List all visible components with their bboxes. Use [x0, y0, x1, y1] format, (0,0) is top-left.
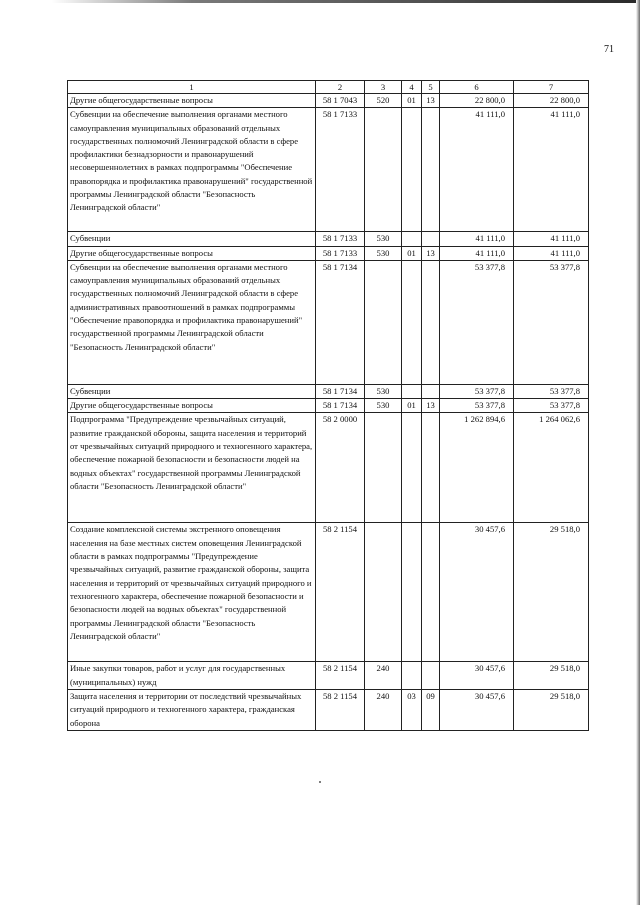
- cell-code: 58 1 7133: [316, 108, 365, 232]
- table-row: [68, 399, 589, 413]
- table-row: [68, 413, 589, 523]
- cell-section: 01: [402, 399, 422, 413]
- cell-type: [365, 523, 402, 662]
- cell-subsection: 13: [422, 399, 440, 413]
- cell-type: [365, 108, 402, 232]
- cell-name: Субвенции на обеспечение выполнения органами местного самоуправления муниципальных образований отдельных государственных полномочий Ленинградской области в сфере административных правоотношений в рамках подпрограммы "Обеспечение правопорядка и профилактика правонарушений" государственной программы Ленинградской области "Безопасность Ленинградской области": [68, 260, 316, 384]
- cell-name: Другие общегосударственные вопросы: [68, 399, 316, 413]
- cell-name: Другие общегосударственные вопросы: [68, 246, 316, 260]
- cell-name: Субвенции: [68, 232, 316, 246]
- cell-name: Субвенции: [68, 384, 316, 398]
- table-row: [68, 94, 589, 108]
- cell-subsection: [422, 108, 440, 232]
- cell-value1: 41 111,0: [440, 232, 514, 246]
- cell-value1: 53 377,8: [440, 399, 514, 413]
- table-row: [68, 232, 589, 246]
- cell-value2: 22 800,0: [514, 94, 589, 108]
- cell-value2: 29 518,0: [514, 662, 589, 690]
- cell-code: 58 1 7134: [316, 260, 365, 384]
- cell-value2: 53 377,8: [514, 260, 589, 384]
- cell-value1: 41 111,0: [440, 246, 514, 260]
- cell-name: Создание комплексной системы экстренного оповещения населения на базе местных систем оповещения Ленинградской области в рамках подпрограммы "Предупреждение чрезвычайных ситуаций, развитие гражданской обороны, защита населения и территорий от чрезвычайных ситуаций природного и техногенного характера, обеспечение пожарной безопасности и безопасности людей на водных объектах" государственной программы Ленинградской области "Безопасность Ленинградской области": [68, 523, 316, 662]
- cell-value2: 29 518,0: [514, 523, 589, 662]
- cell-code: 58 2 0000: [316, 413, 365, 523]
- cell-value2: 41 111,0: [514, 108, 589, 232]
- cell-value2: 53 377,8: [514, 384, 589, 398]
- column-header: 2: [316, 81, 365, 94]
- table-row: [68, 523, 589, 662]
- scan-top-rule: [0, 0, 640, 3]
- cell-code: 58 2 1154: [316, 662, 365, 690]
- scan-right-edge: [636, 0, 640, 905]
- cell-name: Иные закупки товаров, работ и услуг для государственных (муниципальных) нужд: [68, 662, 316, 690]
- cell-type: 520: [365, 94, 402, 108]
- cell-code: 58 1 7133: [316, 246, 365, 260]
- cell-type: 530: [365, 399, 402, 413]
- cell-subsection: [422, 384, 440, 398]
- budget-table: [67, 80, 589, 731]
- cell-section: 01: [402, 94, 422, 108]
- table-row: [68, 690, 589, 731]
- cell-value2: 41 111,0: [514, 246, 589, 260]
- cell-value2: 53 377,8: [514, 399, 589, 413]
- cell-section: [402, 108, 422, 232]
- cell-value2: 1 264 062,6: [514, 413, 589, 523]
- cell-section: 03: [402, 690, 422, 731]
- cell-subsection: 13: [422, 94, 440, 108]
- scan-speck: [319, 781, 321, 783]
- cell-value1: 1 262 894,6: [440, 413, 514, 523]
- table-row: [68, 662, 589, 690]
- cell-subsection: 09: [422, 690, 440, 731]
- cell-value1: 41 111,0: [440, 108, 514, 232]
- column-header: 3: [365, 81, 402, 94]
- table-row: [68, 246, 589, 260]
- budget-table-body: [68, 81, 589, 731]
- cell-section: [402, 413, 422, 523]
- cell-subsection: 13: [422, 246, 440, 260]
- cell-section: [402, 384, 422, 398]
- table-row: [68, 108, 589, 232]
- cell-section: [402, 523, 422, 662]
- cell-value1: 30 457,6: [440, 662, 514, 690]
- cell-value1: 22 800,0: [440, 94, 514, 108]
- cell-type: 530: [365, 232, 402, 246]
- cell-type: 530: [365, 246, 402, 260]
- cell-code: 58 1 7134: [316, 399, 365, 413]
- cell-value2: 29 518,0: [514, 690, 589, 731]
- cell-value1: 30 457,6: [440, 690, 514, 731]
- column-header: 6: [440, 81, 514, 94]
- cell-code: 58 1 7133: [316, 232, 365, 246]
- cell-code: 58 1 7134: [316, 384, 365, 398]
- cell-value1: 53 377,8: [440, 384, 514, 398]
- table-row: [68, 260, 589, 384]
- column-header: 4: [402, 81, 422, 94]
- cell-subsection: [422, 523, 440, 662]
- cell-subsection: [422, 662, 440, 690]
- page-number: 71: [604, 44, 614, 55]
- cell-subsection: [422, 232, 440, 246]
- column-header: 7: [514, 81, 589, 94]
- cell-value1: 53 377,8: [440, 260, 514, 384]
- cell-subsection: [422, 260, 440, 384]
- cell-name: Субвенции на обеспечение выполнения органами местного самоуправления муниципальных образований отдельных государственных полномочий Ленинградской области в сфере профилактики безнадзорности и правонарушений несовершеннолетних в рамках подпрограммы "Обеспечение правопорядка и профилактика правонарушений" государственной программы Ленинградской области "Безопасность Ленинградской области": [68, 108, 316, 232]
- table-row: [68, 384, 589, 398]
- cell-type: [365, 413, 402, 523]
- cell-type: 530: [365, 384, 402, 398]
- cell-code: 58 2 1154: [316, 523, 365, 662]
- column-header: 1: [68, 81, 316, 94]
- cell-subsection: [422, 413, 440, 523]
- column-header: 5: [422, 81, 440, 94]
- table-header-row: [68, 81, 589, 94]
- cell-code: 58 2 1154: [316, 690, 365, 731]
- cell-name: Подпрограмма "Предупреждение чрезвычайных ситуаций, развитие гражданской обороны, защита населения и территорий от чрезвычайных ситуаций природного и техногенного характера, обеспечение пожарной безопасности и безопасности людей на водных объектах" государственной программы Ленинградской области "Безопасность Ленинградской области": [68, 413, 316, 523]
- cell-code: 58 1 7043: [316, 94, 365, 108]
- cell-value1: 30 457,6: [440, 523, 514, 662]
- cell-section: 01: [402, 246, 422, 260]
- cell-type: 240: [365, 690, 402, 731]
- cell-section: [402, 260, 422, 384]
- cell-value2: 41 111,0: [514, 232, 589, 246]
- cell-name: Защита населения и территории от последствий чрезвычайных ситуаций природного и техногенного характера, гражданская оборона: [68, 690, 316, 731]
- cell-name: Другие общегосударственные вопросы: [68, 94, 316, 108]
- cell-type: 240: [365, 662, 402, 690]
- cell-section: [402, 232, 422, 246]
- cell-section: [402, 662, 422, 690]
- cell-type: [365, 260, 402, 384]
